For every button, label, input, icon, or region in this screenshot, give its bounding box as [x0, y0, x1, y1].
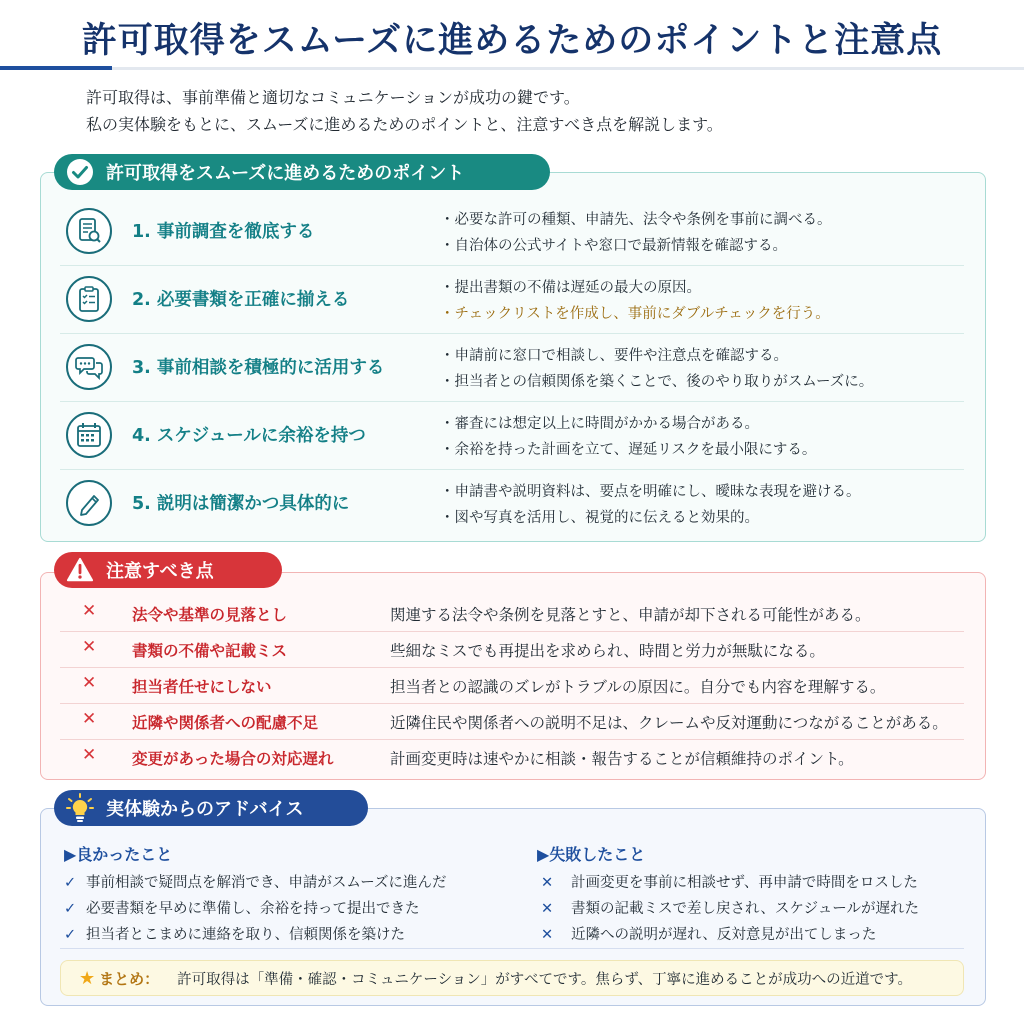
star-icon: ★	[79, 967, 96, 989]
check-icon: ✓	[64, 875, 77, 891]
good-point-item	[64, 871, 446, 892]
page-title: 許可取得をスムーズに進めるためのポイントと注意点	[81, 21, 943, 61]
title-divider-accent	[0, 66, 112, 70]
intro-line-1: 許可取得は、事前準備と適切なコミュニケーションが成功の鍵です。	[86, 88, 580, 107]
failure-text: 計画変更を事前に相談せず、再申請で時間をロスした	[571, 875, 918, 891]
title-divider	[0, 67, 1024, 70]
advice-section-header	[54, 790, 368, 826]
point-bullet: ・図や写真を活用し、視覚的に伝えると効果的。	[440, 510, 759, 526]
caution-item	[60, 631, 964, 667]
point-bullet: ・審査には想定以上に時間がかかる場合がある。	[440, 416, 759, 432]
point-title: 5. 説明は簡潔かつ具体的に	[132, 494, 350, 514]
point-bullet: ・申請前に窓口で相談し、要件や注意点を確認する。	[440, 348, 788, 364]
points-section-header	[54, 154, 550, 190]
failures-title: ▶失敗したこと	[537, 845, 646, 864]
clipboard-checklist-icon	[66, 276, 112, 322]
caution-title: 近隣や関係者への配慮不足	[132, 714, 319, 732]
point-bullet: ・担当者との信頼関係を築くことで、後のやり取りがスムーズに。	[440, 374, 874, 390]
cross-icon: ✕	[82, 709, 97, 729]
failure-text: 書類の記載ミスで差し戻され、スケジュールが遅れた	[571, 901, 919, 917]
cross-icon: ✕	[82, 673, 97, 693]
point-bullet-highlight: ・チェックリストを作成し、事前にダブルチェックを行う。	[440, 306, 830, 322]
advice-divider	[60, 948, 964, 949]
good-point-text: 必要書類を早めに準備し、余裕を持って提出できた	[86, 901, 420, 917]
cross-icon: ✕	[541, 875, 554, 891]
point-title: 4. スケジュールに余裕を持つ	[132, 426, 366, 446]
intro-line-2: 私の実体験をもとに、スムーズに進めるためのポイントと、注意すべき点を解説します。	[86, 115, 723, 134]
point-item	[60, 470, 964, 536]
advice-header-label: 実体験からのアドバイス	[106, 799, 304, 820]
consultation-chat-icon	[66, 344, 112, 390]
point-title: 1. 事前調査を徹底する	[132, 222, 315, 242]
caution-item	[60, 703, 964, 739]
point-bullet: ・必要な許可の種類、申請先、法令や条例を事前に調べる。	[440, 212, 832, 228]
good-point-item	[64, 897, 420, 918]
point-bullet: ・自治体の公式サイトや窓口で最新情報を確認する。	[440, 238, 787, 254]
point-item	[60, 334, 964, 400]
point-title: 3. 事前相談を積極的に活用する	[132, 358, 385, 378]
caution-description: 関連する法令や条例を見落とすと、申請が却下される可能性がある。	[390, 606, 871, 624]
caution-description: 近隣住民や関係者への説明不足は、クレームや反対運動につながることがある。	[390, 714, 948, 732]
summary-label: まとめ：	[99, 969, 160, 988]
pencil-icon	[66, 480, 112, 526]
cautions-section-header	[54, 552, 282, 588]
caution-description: 担当者との認識のズレがトラブルの原因に。自分でも内容を理解する。	[390, 678, 886, 696]
points-header-label: 許可取得をスムーズに進めるためのポイント	[106, 163, 465, 184]
point-bullet: ・申請書や説明資料は、要点を明確にし、曖昧な表現を避ける。	[440, 484, 861, 500]
caution-title: 書類の不備や記載ミス	[132, 642, 288, 660]
point-title: 2. 必要書類を正確に揃える	[132, 290, 350, 310]
good-point-text: 担当者とこまめに連絡を取り、信頼関係を築けた	[86, 927, 405, 943]
cross-icon: ✕	[82, 601, 97, 621]
cross-icon: ✕	[541, 901, 554, 917]
point-bullet: ・余裕を持った計画を立て、遅延リスクを最小限にする。	[440, 442, 817, 458]
calendar-icon	[66, 412, 112, 458]
check-icon: ✓	[64, 927, 77, 943]
cross-icon: ✕	[82, 745, 97, 765]
cross-icon: ✕	[82, 637, 97, 657]
caution-title: 変更があった場合の対応遅れ	[132, 750, 334, 768]
cautions-header-label: 注意すべき点	[106, 561, 214, 582]
caution-item	[60, 595, 964, 631]
caution-item	[60, 739, 964, 775]
summary-text: 許可取得は「準備・確認・コミュニケーション」がすべてです。焦らず、丁寧に進めることが成功への近道です。	[177, 971, 913, 988]
good-point-item	[64, 923, 405, 944]
failure-item	[541, 897, 919, 918]
cross-icon: ✕	[541, 927, 554, 943]
point-item	[60, 198, 964, 264]
failure-item	[541, 871, 918, 892]
caution-title: 法令や基準の見落とし	[132, 606, 288, 624]
check-circle-icon	[66, 158, 94, 186]
check-icon: ✓	[64, 901, 77, 917]
caution-title: 担当者任せにしない	[132, 678, 272, 696]
good-points-title: ▶良かったこと	[64, 845, 173, 864]
caution-item	[60, 667, 964, 703]
summary-box	[60, 960, 964, 996]
caution-description: 些細なミスでも再提出を求められ、時間と労力が無駄になる。	[390, 642, 825, 660]
good-point-text: 事前相談で疑問点を解消でき、申請がスムーズに進んだ	[86, 875, 447, 891]
failure-text: 近隣への説明が遅れ、反対意見が出てしまった	[571, 927, 877, 943]
warning-icon	[66, 556, 94, 584]
lightbulb-icon	[66, 794, 94, 822]
point-bullet: ・提出書類の不備は遅延の最大の原因。	[440, 280, 701, 296]
point-item	[60, 266, 964, 332]
caution-description: 計画変更時は速やかに相談・報告することが信頼維持のポイント。	[390, 750, 854, 768]
document-search-icon	[66, 208, 112, 254]
point-item	[60, 402, 964, 468]
failure-item	[541, 923, 876, 944]
